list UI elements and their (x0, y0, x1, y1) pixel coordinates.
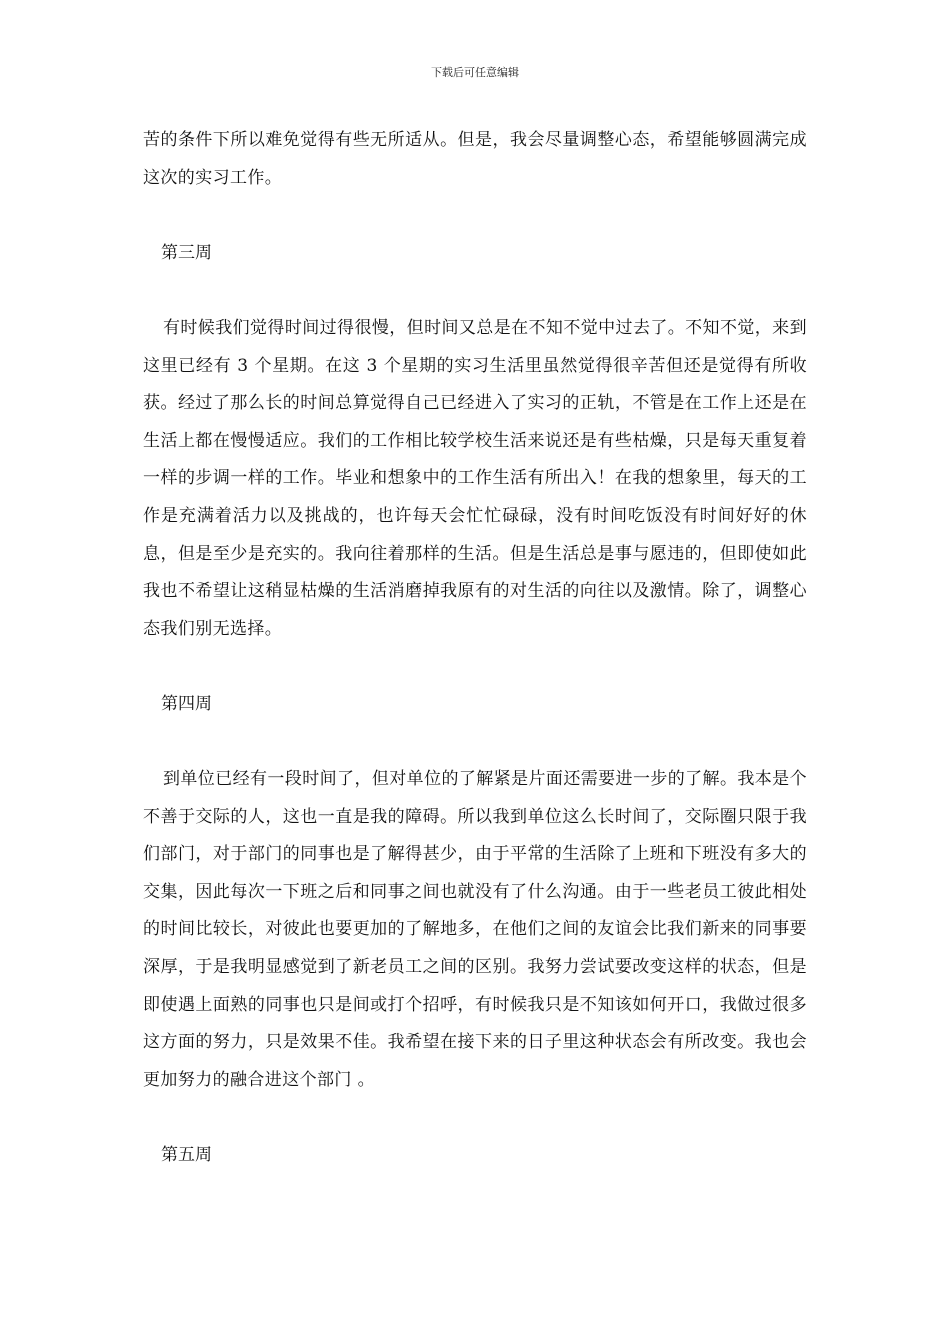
spacer (143, 197, 807, 235)
document-body (143, 122, 807, 1175)
spacer (143, 272, 807, 310)
spacer (143, 1099, 807, 1137)
paragraph-week-4: 到单位已经有一段时间了，但对单位的了解紧是片面还需要进一步的了解。我本是个不善于交际的人，这也一直是我的障碍。所以我到单位这么长时间了，交际圈只限于我们部门，对于部门的同事也是了解得甚少，由于平常的生活除了上班和下班没有多大的交集，因此每次一下班之后和同事之间也就没有了什么沟通。由于一些老员工彼此相处的时间比较长，对彼此也要更加的了解地多，在他们之间的友谊会比我们新来的同事要深厚，于是我明显感觉到了新老员工之间的区别。我努力尝试要改变这样的状态，但是即使遇上面熟的同事也只是间或打个招呼，有时候我只是不知该如何开口，我做过很多这方面的努力，只是效果不佳。我希望在接下来的日子里这种状态会有所改变。我也会更加努力的融合进这个部门 。 (143, 769, 807, 1090)
spacer (143, 724, 807, 762)
paragraph-intro: 苦的条件下所以难免觉得有些无所适从。但是，我会尽量调整心态，希望能够圆满完成这次的实习工作。 (143, 130, 807, 188)
paragraph-week-3: 有时候我们觉得时间过得很慢，但时间又总是在不知不觉中过去了。不知不觉，来到这里已经有 3 个星期。在这 3 个星期的实习生活里虽然觉得很辛苦但还是觉得有所收获。经过了那么长的时间总算觉得自己已经进入了实习的正轨，不管是在工作上还是在生活上都在慢慢适应。我们的工作相比较学校生活来说还是有些枯燥，只是每天重复着一样的步调一样的工作。毕业和想象中的工作生活有所出入！在我的想象里，每天的工作是充满着活力以及挑战的，也许每天会忙忙碌碌，没有时间吃饭没有时间好好的休息，但是至少是充实的。我向往着那样的生活。但是生活总是事与愿违的，但即使如此我也不希望让这稍显枯燥的生活消磨掉我原有的对生活的向往以及激情。除了，调整心态我们别无选择。 (143, 317, 807, 639)
spacer (143, 648, 807, 686)
header-note: 下载后可任意编辑 (431, 66, 519, 79)
heading-week-4: 第四周 (161, 693, 212, 714)
heading-week-5: 第五周 (161, 1145, 212, 1166)
heading-week-3: 第三周 (161, 242, 212, 263)
